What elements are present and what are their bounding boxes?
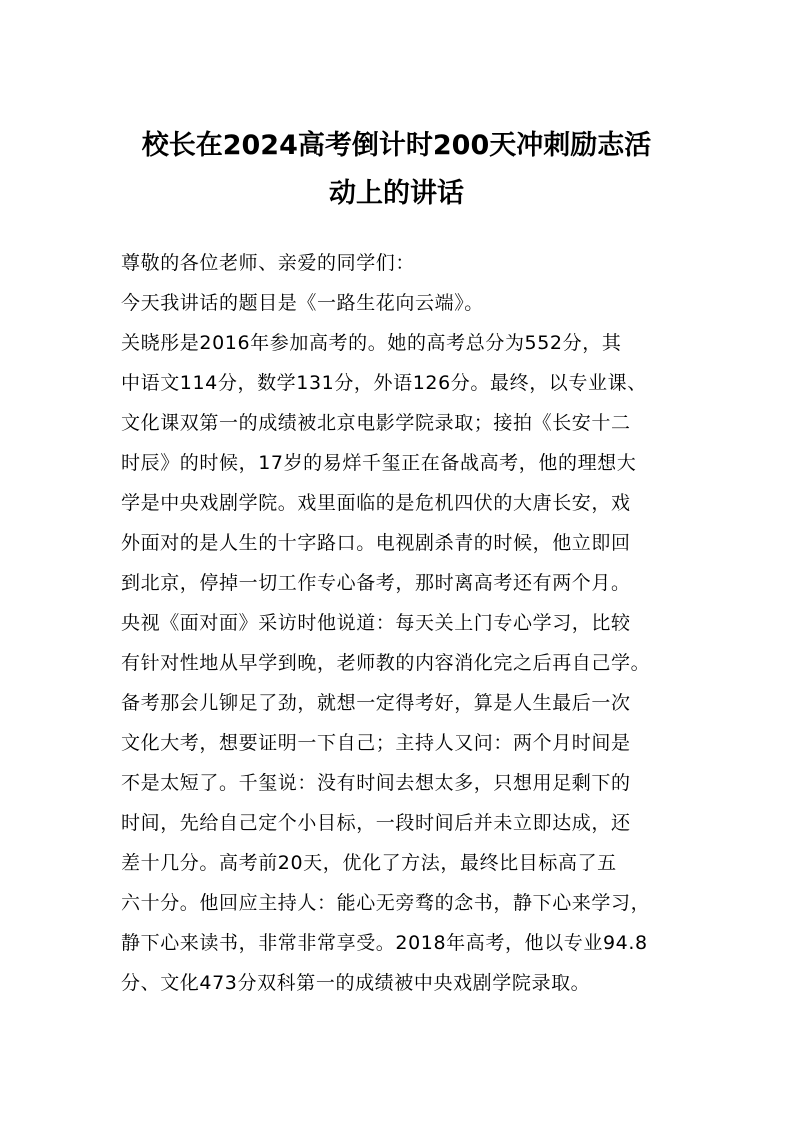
salutation-line: 尊敬的各位老师、亲爱的同学们：: [121, 252, 416, 274]
paragraph-line: 静下心来读书，非常非常享受。2018年高考，他以专业94.8: [121, 932, 648, 954]
paragraph-line: 分、文化473分双科第一的成绩被中央戏剧学院录取。: [121, 972, 591, 994]
paragraph-line: 文化课双第一的成绩被北京电影学院录取；接拍《长安十二: [121, 412, 631, 434]
paragraph-line: 时辰》的时候，17岁的易烊千玺正在备战高考，他的理想大: [121, 452, 637, 474]
paragraph-line: 六十分。他回应主持人：能心无旁骛的念书，静下心来学习，: [121, 892, 651, 914]
paragraph-line: 备考那会儿铆足了劲，就想一定得考好，算是人生最后一次: [121, 692, 631, 714]
paragraph-line: 中语文114分，数学131分，外语126分。最终，以专业课、: [121, 372, 647, 394]
paragraph-line: 差十几分。高考前20天，优化了方法，最终比目标高了五: [121, 852, 617, 874]
topic-line: 今天我讲话的题目是《一路生花向云端》。: [121, 292, 484, 314]
paragraph-line: 央视《面对面》采访时他说道：每天关上门专心学习，比较: [121, 612, 631, 634]
paragraph-line: 到北京，停掉一切工作专心备考，那时离高考还有两个月。: [121, 572, 631, 594]
paragraph-line: 有针对性地从早学到晚，老师教的内容消化完之后再自己学。: [121, 652, 651, 674]
paragraph-line: 外面对的是人生的十字路口。电视剧杀青的时候，他立即回: [121, 532, 631, 554]
paragraph-line: 不是太短了。千玺说：没有时间去想太多，只想用足剩下的: [121, 772, 631, 794]
paragraph-line: 学是中央戏剧学院。戏里面临的是危机四伏的大唐长安，戏: [121, 492, 631, 514]
paragraph-line: 时间，先给自己定个小目标，一段时间后并未立即达成，还: [121, 812, 631, 834]
paragraph-line: 文化大考，想要证明一下自己；主持人又问：两个月时间是: [121, 732, 631, 754]
document-title-line-1: 校长在2024高考倒计时200天冲刺励志活: [141, 130, 652, 161]
paragraph-line: 关晓彤是2016年参加高考的。她的高考总分为552分，其: [121, 332, 622, 354]
document-title-line-2: 动上的讲话: [329, 178, 464, 209]
